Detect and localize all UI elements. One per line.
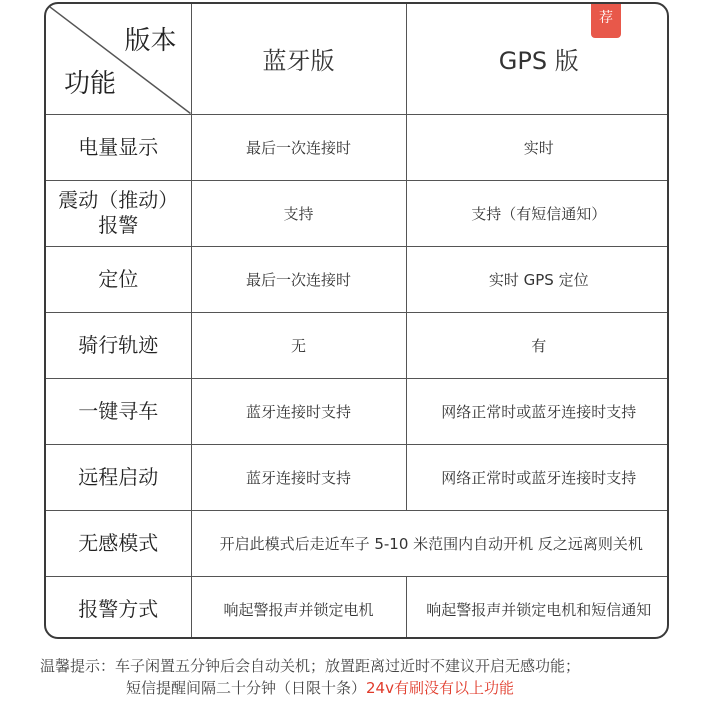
feature-cell: 一键寻车: [46, 378, 191, 444]
feature-cell: 远程启动: [46, 444, 191, 510]
bluetooth-cell: 蓝牙连接时支持: [191, 444, 406, 510]
comparison-table: [44, 2, 669, 639]
feature-cell: 电量显示: [46, 114, 191, 180]
gps-cell: 实时 GPS 定位: [406, 246, 669, 312]
bluetooth-cell: 最后一次连接时: [191, 246, 406, 312]
gps-cell: 实时: [406, 114, 669, 180]
table-row: [46, 246, 669, 312]
footnote-text: 短信提醒间隔二十分钟（日限十条）: [126, 679, 367, 697]
bluetooth-cell: 支持: [191, 180, 406, 246]
feature-cell: 无感模式: [46, 510, 191, 576]
table-row: [46, 114, 669, 180]
table-row: [46, 312, 669, 378]
feature-cell: 定位: [46, 246, 191, 312]
bluetooth-cell: 蓝牙连接时支持: [191, 378, 406, 444]
bluetooth-version-header: 蓝牙版: [191, 4, 406, 114]
bluetooth-cell: 最后一次连接时: [191, 114, 406, 180]
feature-cell: [46, 180, 191, 246]
table-row: [46, 378, 669, 444]
gps-cell: 有: [406, 312, 669, 378]
bluetooth-cell: 无: [191, 312, 406, 378]
gps-version-label: GPS 版: [498, 47, 579, 76]
footnote-line-2: [40, 677, 700, 699]
version-label: 版本: [124, 26, 177, 56]
gps-version-header: [406, 4, 669, 114]
recommend-badge: 荐: [591, 4, 621, 38]
table-row: [46, 576, 669, 639]
gps-cell: 支持（有短信通知）: [406, 180, 669, 246]
gps-cell: 网络正常时或蓝牙连接时支持: [406, 378, 669, 444]
header-row: [46, 4, 669, 114]
footnote-line-1: 温馨提示：车子闲置五分钟后会自动关机；放置距离过近时不建议开启无感功能；: [40, 657, 581, 675]
corner-header-cell: [46, 4, 191, 114]
table-row: [46, 444, 669, 510]
merged-cell: 开启此模式后走近车子 5-10 米范围内自动开机 反之远离则关机: [191, 510, 669, 576]
feature-label-multiline: 震动（推动） 报警: [58, 188, 179, 237]
feature-cell: 骑行轨迹: [46, 312, 191, 378]
table-row: [46, 180, 669, 246]
gps-cell: 响起警报声并锁定电机和短信通知: [406, 576, 669, 639]
feature-label: 功能: [64, 68, 117, 99]
gps-cell: 网络正常时或蓝牙连接时支持: [406, 444, 669, 510]
table-row: [46, 510, 669, 576]
footnote: [40, 655, 700, 699]
feature-cell: 报警方式: [46, 576, 191, 639]
footnote-highlight: 24v有刷没有以上功能: [366, 679, 514, 697]
bluetooth-cell: 响起警报声并锁定电机: [191, 576, 406, 639]
